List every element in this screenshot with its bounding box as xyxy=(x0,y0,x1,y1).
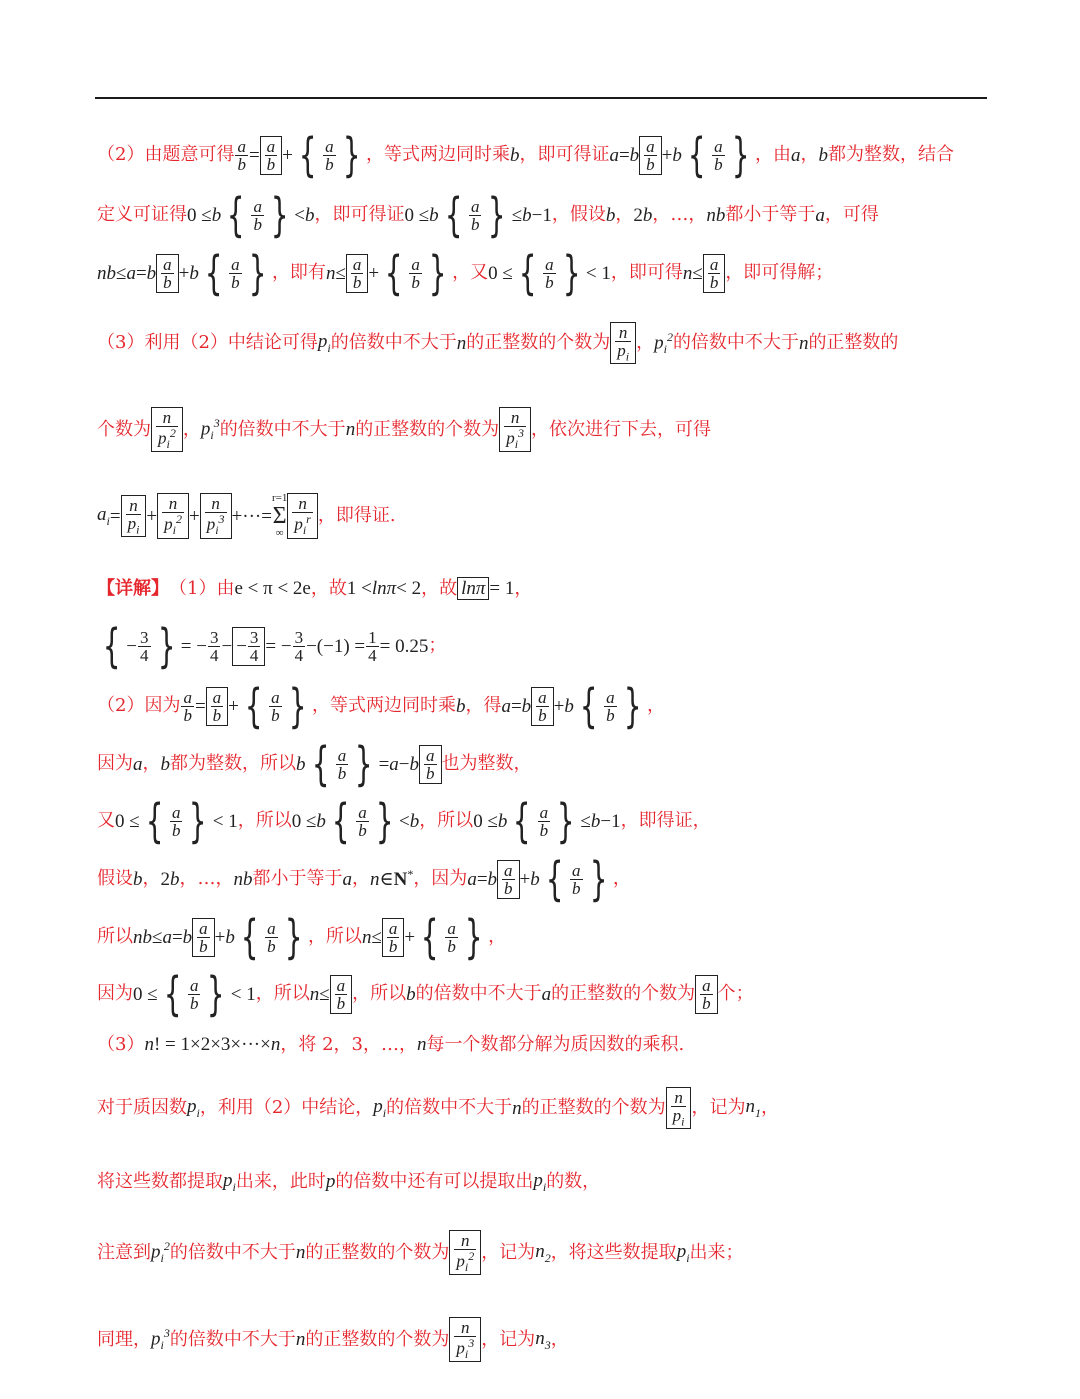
text: ， xyxy=(142,753,161,774)
text-line: 【详解】 （1）由 e < π < 2e ，故 1 < lnπ < 2 ，故 lnπ = 1 ， xyxy=(97,577,533,599)
section-label: 【详解】 xyxy=(97,577,169,599)
text: 的倍数中还有可以提取出 xyxy=(335,1170,534,1192)
text: ，由 xyxy=(754,144,791,165)
text: ， xyxy=(352,868,370,889)
text-line: 因为 a ， b 都为整数，所以 b { $\frac{a}{b}$ } = a − b $\frac{a}{b}$ 也为整数， xyxy=(97,737,532,791)
text: 的正整数的个数为 xyxy=(551,983,696,1004)
text: 的倍数中不大于 xyxy=(386,1097,513,1119)
text-line: 对于质因数 $p_i$ ，利用（2）中结论， $p_i$ 的倍数中不大于 n 的正整数的个数为 $\frac{n}{p_i}$ ，记为 $n_1$ ， xyxy=(97,1088,779,1129)
text: （1）由 xyxy=(169,577,235,599)
text: ，所以 xyxy=(307,926,362,947)
text-line: nb ≤ a = b $\frac{a}{b}$ + b { $\frac{a}{b}$ } ，即有 n ≤ $\frac{a}{b}$ + { $\frac{a}{b}$ } ，又 0 ≤ { $\frac{a}{b}$ } < 1 ，即可得 n ≤ $\frac{a}{b}$ ，即可得解； xyxy=(97,246,834,300)
text-line: 因为 0 ≤ { $\frac{a}{b}$ } < 1 ，所以 n ≤ $\frac{a}{b}$ ，所以 b 的倍数中不大于 a 的正整数的个数为 $\frac{a}{b}$ 个； xyxy=(97,967,754,1021)
text: 也为整数， xyxy=(441,753,532,774)
text-line: 注意到 $p_i^2$ 的倍数中不大于 n 的正整数的个数为 $\frac{n}{p_i^2}$ ，记为 $n_2$ ，将这些数提取 $p_i$ 出来； xyxy=(97,1231,744,1275)
text: 的正整数的个数为 xyxy=(521,1097,666,1119)
text-line: （2）由题意可得 $\frac{a}{b}$ = $\frac{a}{b}$ + { $\frac{a}{b}$ } ，等式两边同时乘 b ，即可得证 a = b $\frac{a}{b}$ + b { $\frac{a}{b}$ } ，由 a ， b 都为整数，结合 xyxy=(97,128,954,182)
text: 的倍数中不大于 xyxy=(169,1241,296,1263)
text: ，等式两边同时乘 xyxy=(365,144,510,165)
text: 的倍数中不大于 xyxy=(330,332,457,354)
text: ，等式两边同时乘 xyxy=(311,695,456,716)
text: ，即得证， xyxy=(620,810,711,831)
text: ， xyxy=(800,144,819,165)
text: ， xyxy=(488,926,507,947)
text: 个； xyxy=(717,983,754,1004)
text: 都小于等于 xyxy=(252,868,343,889)
text: ，记为 xyxy=(481,1328,536,1350)
text-line: $a_i$ = $\frac{n}{p_i}$ + $\frac{n}{p_i^2}$ + $\frac{n}{p_i^3}$ +···= r=1 Σ ∞ $\frac{n}{p_i^r}$ ，即得证. xyxy=(97,492,396,539)
text: 的正整数的 xyxy=(808,332,899,354)
header-rule xyxy=(95,97,987,99)
text: ，依次进行下去，可得 xyxy=(531,418,712,440)
text-line: { − $\frac{3}{4}$ } = − $\frac{3}{4}$ − − $\frac{3}{4}$ = − $\frac{3}{4}$ −(−1) = $\frac{1}{4}$ = 0.25 ； xyxy=(102,619,447,673)
text: 出来，此时 xyxy=(235,1170,326,1192)
text: 都小于等于 xyxy=(725,204,816,225)
text: ，即可得 xyxy=(610,262,683,283)
text: 都为整数，结合 xyxy=(827,144,954,165)
text: ，即可得解； xyxy=(725,262,834,283)
text: ，所以 xyxy=(255,983,310,1004)
text: ，记为 xyxy=(481,1241,536,1263)
text: ； xyxy=(428,635,447,656)
text: ，即得证. xyxy=(317,505,396,526)
text-line: （3） n ! = 1×2×3×···× n ，将 2，3，…， n 每一个数都分解为质因数的乘积. xyxy=(97,1033,685,1055)
text-line: 个数为 $\frac{n}{p_i^2}$ ， $p_i^3$ 的倍数中不大于 n 的正整数的个数为 $\frac{n}{p_i^3}$ ，依次进行下去，可得 xyxy=(97,408,712,452)
text: ， xyxy=(514,577,533,599)
text: ，即有 xyxy=(271,262,326,283)
text: 每一个数都分解为质因数的乘积. xyxy=(426,1033,685,1055)
text: ， xyxy=(612,868,631,889)
text-line: 所以 nb ≤ a = b $\frac{a}{b}$ + b { $\frac{a}{b}$ } ，所以 n ≤ $\frac{a}{b}$ + { $\frac{a}{b}$ } ， xyxy=(97,910,507,964)
text: ，…， xyxy=(652,204,707,225)
text: 的倍数中不大于 xyxy=(169,1328,296,1350)
text: ，记为 xyxy=(691,1097,746,1119)
text: ， xyxy=(182,418,201,440)
text: ， xyxy=(615,204,634,225)
text: 因为 xyxy=(97,983,133,1004)
text-line: （2）因为 $\frac{a}{b}$ = $\frac{a}{b}$ + { $\frac{a}{b}$ } ，等式两边同时乘 b ，得 a = b $\frac{a}{b}$ + b { $\frac{a}{b}$ } ， xyxy=(97,679,665,733)
text-line: 将这些数都提取 $p_i$ 出来，此时 p 的倍数中还有可以提取出 $p_i$ 的数， xyxy=(97,1170,601,1194)
text: 的倍数中不大于 xyxy=(672,332,799,354)
text: 的数， xyxy=(546,1170,601,1192)
text: 将这些数都提取 xyxy=(97,1170,223,1192)
text: （3） xyxy=(97,1033,145,1055)
text: ，故 xyxy=(421,577,458,599)
text: ， xyxy=(646,695,665,716)
text-line: 同理， $p_i^3$ 的倍数中不大于 n 的正整数的个数为 $\frac{n}{p_i^3}$ ，记为 $n_3$ ， xyxy=(97,1318,569,1362)
text-line: （3）利用（2）中结论可得 $p_i$ 的倍数中不大于 n 的正整数的个数为 $\frac{n}{p_i}$ ， $p_i^2$ 的倍数中不大于 n 的正整数的 xyxy=(97,323,899,364)
text: （2）因为 xyxy=(97,695,181,716)
text-line: 定义可证得 0 ≤ b { $\frac{a}{b}$ } < b ，即可得证 0 ≤ b { $\frac{a}{b}$ } ≤ b −1 ，假设 b ， 2 b ，…， nb 都小于等于 a ，可得 xyxy=(97,188,879,242)
text: 的正整数的个数为 xyxy=(305,1328,450,1350)
text: （2）由题意可得 xyxy=(97,144,235,165)
text: ，利用（2）中结论， xyxy=(199,1097,374,1119)
text: 定义可证得 xyxy=(97,204,187,225)
text: ，将这些数提取 xyxy=(550,1241,677,1263)
text: 同理， xyxy=(97,1328,151,1350)
text-line: 又 0 ≤ { $\frac{a}{b}$ } < 1 ，所以 0 ≤ b { $\frac{a}{b}$ } < b ，所以 0 ≤ b { $\frac{a}{b}$ } ≤ b −1 ，即得证， xyxy=(97,794,711,848)
text-line: 假设 b ， 2 b ，…， nb 都小于等于 a ， n ∈ N * ，因为 a = b $\frac{a}{b}$ + b { $\frac{a}{b}$ } ， xyxy=(97,852,631,906)
text: 的倍数中不大于 xyxy=(415,983,542,1004)
text: ，可得 xyxy=(824,204,879,225)
text: 对于质因数 xyxy=(97,1097,187,1119)
text: 的正整数的个数为 xyxy=(466,332,611,354)
text: ，所以 xyxy=(419,810,474,831)
text: ，所以 xyxy=(352,983,407,1004)
text: ，…， xyxy=(179,868,234,889)
text: 的倍数中不大于 xyxy=(219,418,346,440)
text: ， xyxy=(142,868,161,889)
text: ，将 2，3，…， xyxy=(280,1033,417,1055)
text: ，所以 xyxy=(237,810,292,831)
text: 的正整数的个数为 xyxy=(305,1241,450,1263)
text: ，得 xyxy=(465,695,502,716)
text: ，因为 xyxy=(413,868,468,889)
text: 又 xyxy=(97,810,115,831)
text: 的正整数的个数为 xyxy=(355,418,500,440)
text: 因为 xyxy=(97,753,133,774)
text: ，即可得证 xyxy=(314,204,405,225)
text: ， xyxy=(636,332,655,354)
text: 注意到 xyxy=(97,1241,151,1263)
text: 所以 xyxy=(97,926,133,947)
text: 都为整数，所以 xyxy=(170,753,296,774)
text: 出来； xyxy=(689,1241,744,1263)
text: 假设 xyxy=(97,868,133,889)
text: ，故 xyxy=(310,577,347,599)
text: ，又 xyxy=(452,262,489,283)
text: ，即可得证 xyxy=(519,144,610,165)
text: （3）利用（2）中结论可得 xyxy=(97,332,318,354)
text: 个数为 xyxy=(97,418,151,440)
text: ，假设 xyxy=(551,204,606,225)
text: ， xyxy=(550,1328,569,1350)
